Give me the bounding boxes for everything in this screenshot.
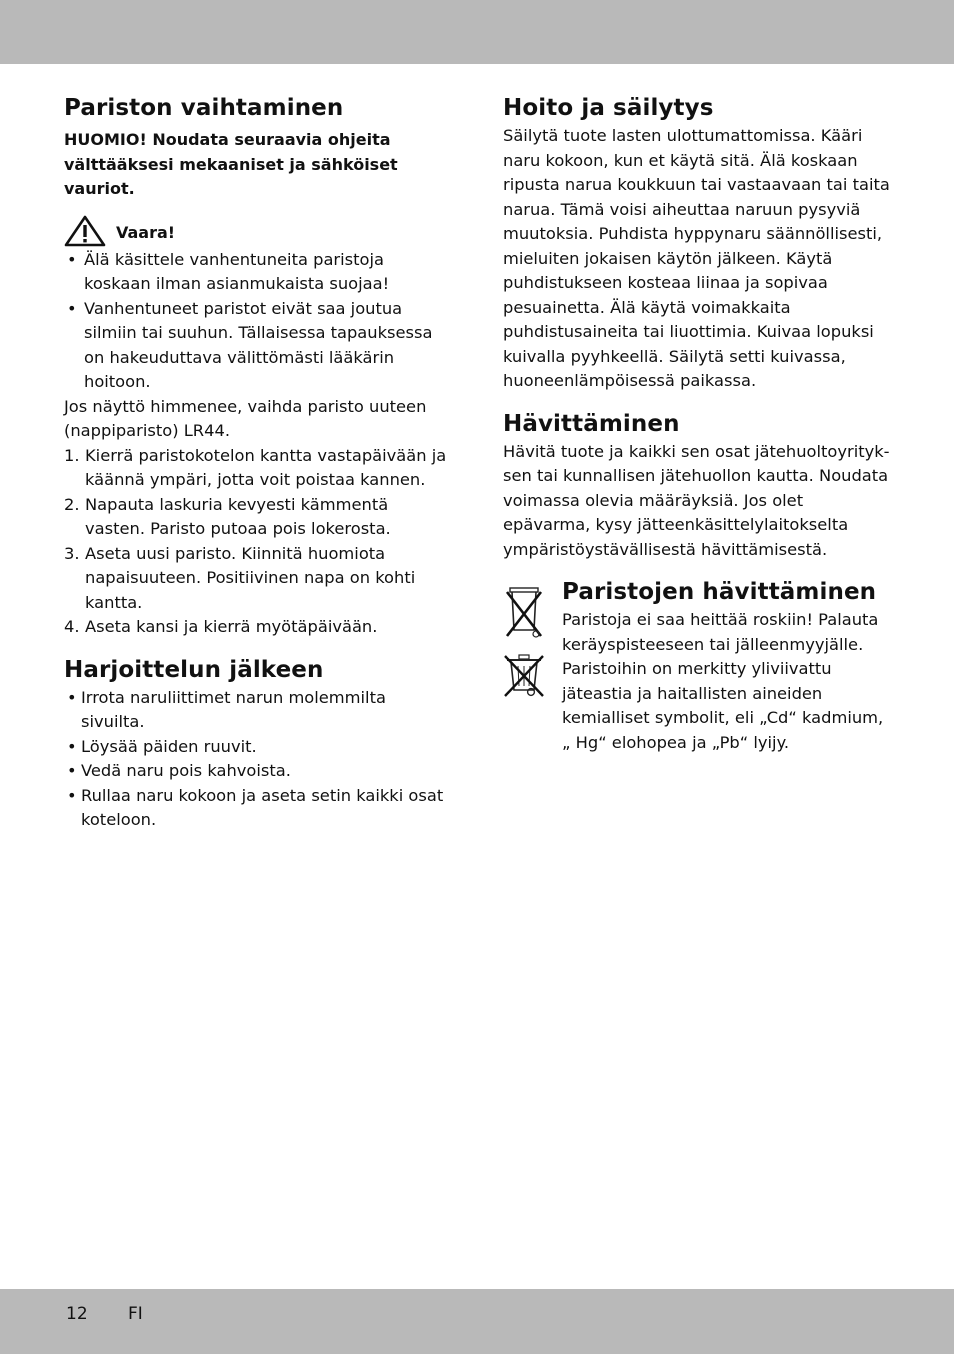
step-text: Napauta laskuria kevyesti kämmentä vasten. Paristo putoaa pois lokerosta. xyxy=(85,494,391,538)
after-training-title: Harjoittelun jälkeen xyxy=(64,656,324,683)
disposal-section xyxy=(503,408,895,563)
step-number: 2. xyxy=(64,494,80,514)
warning-triangle-icon xyxy=(64,215,106,247)
step-text: Aseta uusi paristo. Kiinnitä huomiota napaisuuteen. Positiivinen napa on kohti kantta. xyxy=(85,543,416,612)
step-text: Kierrä paristokotelon kantta vastapäivään ja käännä ympäri, jotta voit poistaa kannen. xyxy=(85,445,447,489)
battery-change-intro: Jos näyttö himmenee, vaihda paristo uuteen (nappiparisto) LR44. xyxy=(64,396,427,440)
crossed-bin-icon xyxy=(501,584,547,640)
battery-disposal-section xyxy=(503,576,895,755)
language-code: FI xyxy=(128,1304,143,1324)
battery-change-title: Pariston vaihtaminen xyxy=(64,95,344,121)
right-column xyxy=(503,92,895,755)
list-item: • Vanhentuneet paristot eivät saa joutua silmiin tai suuhun. Tällaisessa tapauksessa on hakeuduttava välittömästi lääkärin hoitoon. xyxy=(64,297,449,395)
list-item: • Löysää päiden ruuvit. xyxy=(64,735,449,760)
step-text: Aseta kansi ja kierrä myötäpäivään. xyxy=(85,617,378,636)
list-item xyxy=(64,444,449,493)
disposal-text: Hävitä tuote ja kaikki sen osat jätehuoltoyrityksen tai kunnallisen jätehuollon kautta. Noudata voimassa olevia määräyksiä. Jos olet epävarma, kysy jätteenkäsittelylaitokselta ympäristöystävällisestä hävittämisestä. xyxy=(503,441,890,559)
warning-row xyxy=(64,214,449,248)
page-number: 12 xyxy=(66,1304,88,1324)
after-training-section xyxy=(64,654,449,833)
battery-disposal-text: Paristoja ei saa heittää roskiin! Palauta keräyspisteeseen tai jälleenmyyjälle. Paristoihin on merkitty yliviivattu jäteastia ja haitallisten aineiden kemialliset symbolit, eli „Cd“ kadmium, „ Hg“ elohopea ja „Pb“ lyijy. xyxy=(562,610,884,752)
list-item xyxy=(64,615,449,640)
warning-list xyxy=(64,248,449,395)
after-training-list xyxy=(64,686,449,833)
step-number: 1. xyxy=(64,445,80,465)
battery-disposal-title: Paristojen hävittäminen xyxy=(562,579,877,605)
list-item xyxy=(64,493,449,542)
step-number: 3. xyxy=(64,543,80,563)
battery-disposal-content xyxy=(562,576,895,755)
list-item: • Rullaa naru kokoon ja aseta setin kaikki osat koteloon. xyxy=(64,784,449,833)
battery-steps xyxy=(64,444,449,640)
care-title: Hoito ja säilytys xyxy=(503,95,714,121)
list-item: • Vedä naru pois kahvoista. xyxy=(64,759,449,784)
list-item: • Älä käsittele vanhentuneita paristoja koskaan ilman asianmukaista suojaa! xyxy=(64,248,449,297)
battery-change-note: HUOMIO! Noudata seuraavia ohjeita välttääksesi mekaaniset ja sähköiset vauriot. xyxy=(64,130,398,198)
header-bar xyxy=(0,0,954,64)
left-column xyxy=(64,92,449,833)
crossed-wheelie-bin-icon xyxy=(501,650,547,698)
list-item xyxy=(64,542,449,616)
disposal-icons xyxy=(501,584,549,705)
step-number: 4. xyxy=(64,617,80,636)
disposal-title: Hävittäminen xyxy=(503,410,680,437)
list-item: • Irrota naruliittimet narun molemmilta sivuilta. xyxy=(64,686,449,735)
warning-label: Vaara! xyxy=(116,223,176,243)
footer-bar xyxy=(0,1289,954,1354)
care-text: Säilytä tuote lasten ulottumattomissa. Kääri naru kokoon, kun et käytä sitä. Älä koskaan ripusta narua koukkuun tai vastaavaan tai taita narua. Tämä voisi aiheuttaa naruun pysyviä muutoksia. Puhdista hyppynaru säännöllisesti, mieluiten jokaisen käytön jälkeen. Käytä puhdistukseen kosteaa liinaa ja sopivaa pesuainetta. Älä käytä voimakkaita puhdistusaineita tai liuottimia. Kuivaa lopuksi kuivalla pyyhkeellä. Säilytä setti kuivassa, huoneenlämpöisessä paikassa. xyxy=(503,126,890,390)
